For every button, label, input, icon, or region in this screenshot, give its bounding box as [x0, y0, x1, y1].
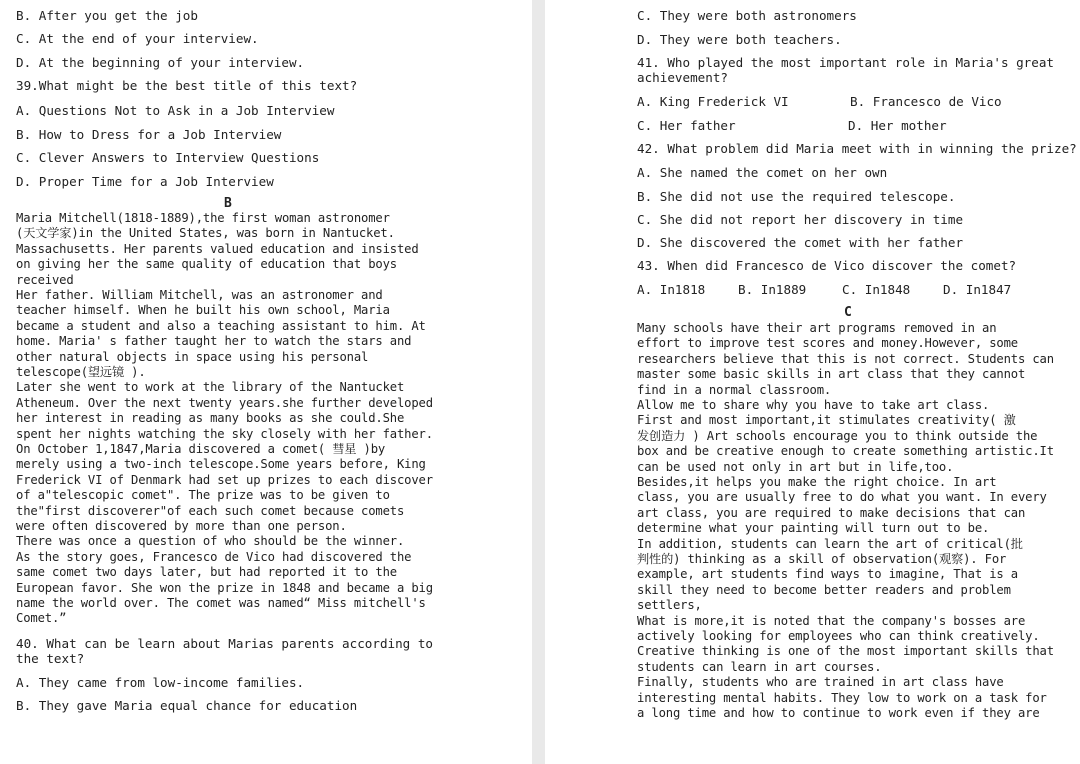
- passage-b-line: Her father. William Mitchell, was an astronomer and: [16, 288, 383, 302]
- q42-question: 42. What problem did Maria meet with in winning the prize?: [637, 141, 1077, 156]
- passage-b-line: her interest in reading as many books as she could.She: [16, 411, 405, 426]
- passage-c-line: effort to improve test scores and money.However, some: [637, 336, 1018, 351]
- q41-option-d: D. Her mother: [848, 118, 947, 133]
- right-page: [545, 0, 1080, 764]
- q42-option-d: D. She discovered the comet with her father: [637, 235, 964, 250]
- q40-option-b: B. They gave Maria equal chance for education: [16, 698, 358, 713]
- passage-c-line: First and most important,it stimulates creativity( 激: [637, 413, 1016, 428]
- passage-c-line: In addition, students can learn the art of critical(批: [637, 536, 1023, 551]
- passage-c-line: interesting mental habits. They low to work on a task for: [637, 690, 1047, 705]
- passage-b-line: On October 1,1847,Maria discovered a comet( 彗星 )by: [16, 442, 386, 456]
- q40-option-c: C. They were both astronomers: [637, 8, 857, 23]
- q43-option-a: A. In1818: [637, 282, 706, 297]
- passage-b-line: received: [16, 272, 74, 287]
- q43-option-b: B. In1889: [738, 282, 807, 297]
- passage-b-line: the"first discoverer"of each such comet because comets: [16, 503, 405, 518]
- q43-question: 43. When did Francesco de Vico discover the comet?: [637, 258, 1017, 273]
- passage-c-line: researchers believe that this is not correct. Students can: [637, 351, 1054, 366]
- section-c-heading: C: [844, 305, 852, 320]
- passage-c-line: can be used not only in art but in life,too.: [637, 459, 954, 474]
- q39-option-b: B. How to Dress for a Job Interview: [16, 127, 282, 142]
- passage-c-line: Many schools have their art programs removed in an: [637, 321, 997, 335]
- passage-c-line: art class, you are required to make decisions that can: [637, 505, 1026, 520]
- left-page: [0, 0, 532, 764]
- q39-option-c: C. Clever Answers to Interview Questions: [16, 150, 320, 165]
- passage-b-line: were often discovered by more than one person.: [16, 519, 347, 533]
- passage-c-line: What is more,it is noted that the company's bosses are: [637, 613, 1026, 628]
- q42-option-c: C. She did not report her discovery in time: [637, 212, 964, 227]
- passage-b-line: of a"telescopic comet". The prize was to be given to: [16, 488, 390, 503]
- passage-c-line: settlers,: [637, 598, 702, 613]
- passage-c-line: Creative thinking is one of the most important skills that: [637, 644, 1054, 659]
- passage-c-line: Allow me to share why you have to take art class.: [637, 398, 990, 412]
- passage-c-line: actively looking for employees who can think creatively.: [637, 629, 1040, 643]
- q41-question: achievement?: [637, 70, 728, 85]
- passage-c-line: Finally, students who are trained in art class have: [637, 675, 1004, 690]
- passage-b-line: Maria Mitchell(1818-1889),the first woman astronomer: [16, 211, 390, 225]
- passage-b-line: name the world over. The comet was named“ Miss mitchell's: [16, 596, 426, 610]
- passage-b-line: on giving her the same quality of education that boys: [16, 257, 397, 272]
- q39-question: 39.What might be the best title of this text?: [16, 78, 358, 93]
- passage-c-line: 发创造力 ) Art schools encourage you to think outside the: [637, 428, 1038, 443]
- q41-option-c: C. Her father: [637, 118, 736, 133]
- q41-option-b: B. Francesco de Vico: [850, 94, 1002, 109]
- passage-b-line: There was once a question of who should be the winner.: [16, 534, 405, 549]
- q41-option-a: A. King Frederick VI: [637, 94, 789, 109]
- passage-c-line: determine what your painting will turn out to be.: [637, 521, 990, 536]
- q41-question: 41. Who played the most important role in Maria's great: [637, 55, 1055, 70]
- q42-option-a: A. She named the comet on her own: [637, 165, 888, 180]
- passage-c-line: master some basic skills in art class that they cannot: [637, 367, 1026, 382]
- passage-c-line: find in a normal classroom.: [637, 382, 832, 397]
- q40-question: 40. What can be learn about Marias parents according to: [16, 636, 434, 651]
- passage-c-line: skill they need to become better readers and problem: [637, 582, 1011, 597]
- passage-b-line: European favor. She won the prize in 1848 and became a big: [16, 580, 433, 595]
- passage-c-line: Besides,it helps you make the right choice. In art: [637, 475, 997, 489]
- passage-c-line: class, you are usually free to do what you want. In every: [637, 490, 1047, 505]
- q39-option-a: A. Questions Not to Ask in a Job Interview: [16, 103, 335, 118]
- passage-c-line: a long time and how to continue to work even if they are: [637, 706, 1040, 720]
- q40-option-a: A. They came from low-income families.: [16, 675, 305, 690]
- passage-c-line: box and be creative enough to create something artistic.It: [637, 444, 1054, 459]
- passage-b-line: Later she went to work at the library of the Nantucket: [16, 380, 405, 395]
- passage-b-line: became a student and also a teaching assistant to him. At: [16, 318, 426, 333]
- q43-option-c: C. In1848: [842, 282, 911, 297]
- passage-b-line: telescope(望远镜 ).: [16, 365, 146, 379]
- passage-c-line: students can learn in art courses.: [637, 659, 882, 674]
- section-b-heading: B: [224, 196, 232, 211]
- passage-b-line: Frederick VI of Denmark had set up prizes to each discover: [16, 472, 433, 487]
- passage-b-line: As the story goes, Francesco de Vico had discovered the: [16, 549, 412, 564]
- passage-b-line: spent her nights watching the sky closely with her father.: [16, 426, 433, 441]
- q43-option-d: D. In1847: [943, 282, 1012, 297]
- q39-option-d: D. Proper Time for a Job Interview: [16, 174, 274, 189]
- passage-b-line: same comet two days later, but had reported it to the: [16, 565, 397, 580]
- q40-option-d: D. They were both teachers.: [637, 32, 842, 47]
- passage-b-line: merely using a two-inch telescope.Some years before, King: [16, 457, 426, 472]
- passage-b-line: Comet.”: [16, 611, 67, 626]
- passage-b-line: (天文学家)in the United States, was born in Nantucket.: [16, 226, 395, 241]
- q38-option-d: D. At the beginning of your interview.: [16, 55, 305, 70]
- passage-b-line: teacher himself. When he built his own school, Maria: [16, 303, 390, 318]
- passage-b-line: Atheneum. Over the next twenty years.she further developed: [16, 395, 433, 410]
- passage-c-line: example, art students find ways to imagine, That is a: [637, 567, 1018, 582]
- passage-b-line: other natural objects in space using his personal: [16, 349, 369, 364]
- passage-b-line: Massachusetts. Her parents valued education and insisted: [16, 241, 419, 256]
- q38-option-b: B. After you get the job: [16, 8, 198, 23]
- q38-option-c: C. At the end of your interview.: [16, 31, 259, 46]
- passage-c-line: 判性的) thinking as a skill of observation(观察). For: [637, 552, 1007, 566]
- q42-option-b: B. She did not use the required telescope.: [637, 189, 956, 204]
- passage-b-line: home. Maria' s father taught her to watch the stars and: [16, 334, 412, 349]
- q40-question: the text?: [16, 651, 85, 666]
